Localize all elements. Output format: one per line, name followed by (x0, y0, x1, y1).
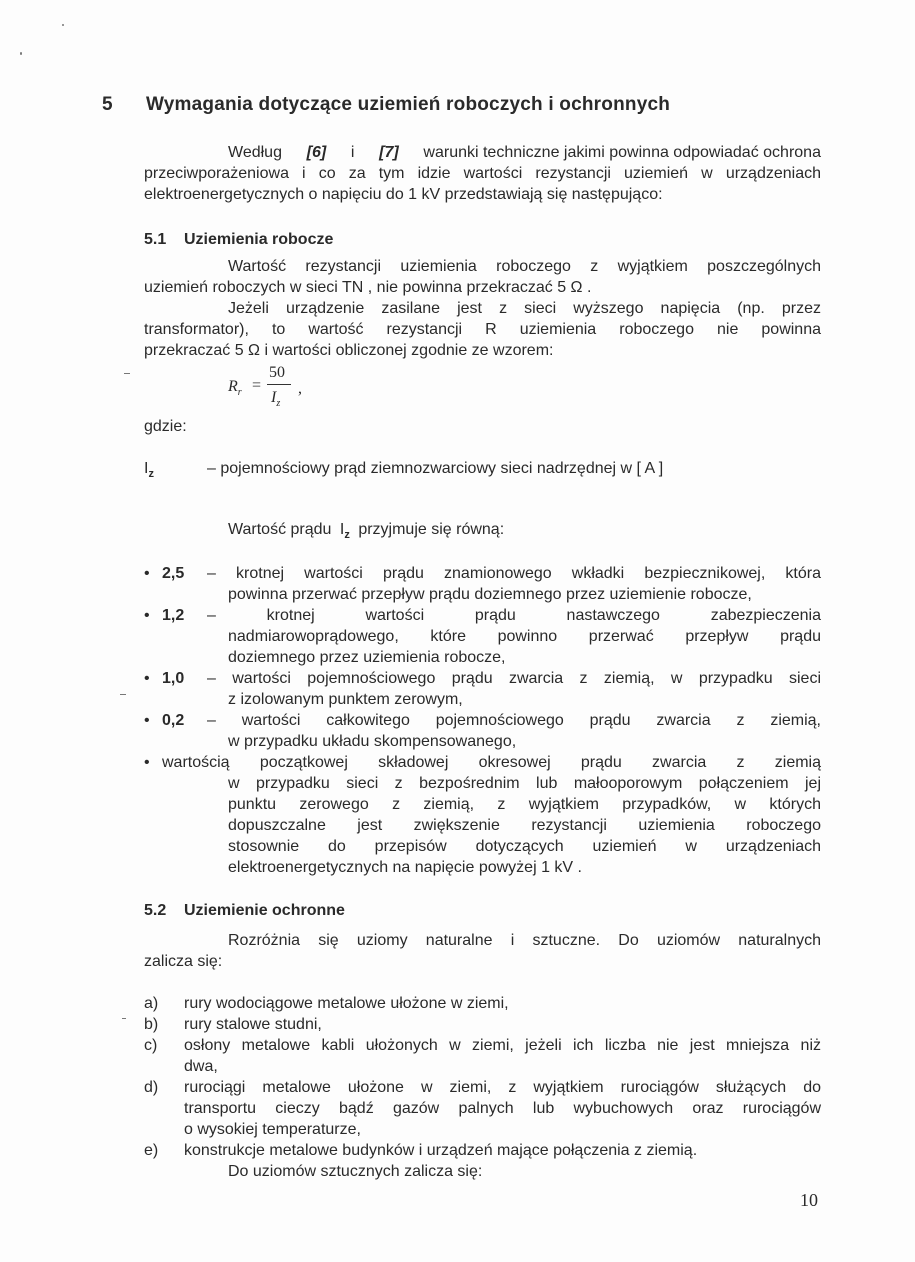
bullet-number: 2,5 (162, 565, 185, 582)
formula (228, 362, 318, 412)
bullet-line: elektroenergetycznych na napięcie powyżej 1 kV . (228, 859, 582, 876)
scan-speck (20, 52, 22, 55)
bullet-line: nadmiarowoprądowego, które powinno przerwać przepływ prądu (228, 628, 821, 645)
formula-numerator: 50 (269, 364, 285, 381)
paragraph-line: uziemień roboczych w sieci TN , nie powinna przekraczać 5 Ω . (144, 279, 592, 296)
scan-speck (62, 24, 64, 26)
fraction-bar (267, 384, 291, 385)
bullet-dot: • (144, 607, 150, 624)
bullet-line: wartością początkowej składowej okresowej prądu zwarcia z ziemią (162, 754, 821, 771)
bullet-number: 1,0 (162, 670, 185, 687)
paragraph-line: zalicza się: (144, 953, 223, 970)
intro-line-1: Według [6] i [7] warunki techniczne jakimi powinna odpowiadać ochrona (228, 144, 821, 161)
bullet-dot: • (144, 712, 150, 729)
list-line: rury wodociągowe metalowe ułożone w ziemi, (184, 995, 509, 1012)
intro-line-2: przeciwporażeniowa i co za tym idzie wartości rezystancji uziemień w urządzeniach (144, 165, 821, 182)
intro-line-3: elektroenergetycznych o napięciu do 1 kV przedstawiają się następująco: (144, 186, 663, 203)
subsection-number: 5.1 (144, 231, 167, 248)
list-line: osłony metalowe kabli ułożonych w ziemi, jeżeli ich liczba nie jest mniejsza niż (184, 1037, 821, 1054)
list-line: transportu cieczy bądź gazów palnych lub wybuchowych oraz rurociągów (184, 1100, 821, 1117)
bullet-line: dopuszczalne jest zwiększenie rezystancji uziemienia roboczego (228, 817, 821, 834)
subsection-title: Uziemienie ochronne (184, 902, 345, 919)
bullet-line: – wartości pojemnościowego prądu zwarcia z ziemią, w przypadku sieci (207, 670, 821, 687)
paragraph-line: Rozróżnia się uziomy naturalne i sztuczne. Do uziomów naturalnych (228, 932, 821, 949)
bullet-line: – wartości całkowitego pojemnościowego prądu zwarcia z ziemią, (207, 712, 821, 729)
paragraph-line: przekraczać 5 Ω i wartości obliczonej zgodnie ze wzorem: (144, 342, 554, 359)
formula-equals: = (252, 377, 262, 394)
bullet-number: 0,2 (162, 712, 185, 729)
bullet-line: stosownie do przepisów dotyczących uziemień w urządzeniach (228, 838, 821, 855)
paragraph-line: Wartość rezystancji uziemienia roboczego z wyjątkiem poszczególnych (228, 258, 821, 275)
section-title: Wymagania dotyczące uziemień roboczych i ochronnych (146, 94, 671, 115)
bullet-line: – krotnej wartości prądu nastawczego zabezpieczenia (207, 607, 821, 624)
formula-comma: , (298, 380, 302, 397)
scan-speck (120, 694, 126, 695)
bullet-line: doziemnego przez uziemienia robocze, (228, 649, 506, 666)
subsection-number: 5.2 (144, 902, 167, 919)
list-label: c) (144, 1037, 158, 1054)
list-label: d) (144, 1079, 159, 1096)
page-number: 10 (800, 1190, 818, 1210)
definition-text: – pojemnościowy prąd ziemnozwarciowy sieci nadrzędnej w [ A ] (207, 460, 664, 477)
subsection-title: Uziemienia robocze (184, 231, 334, 248)
reference-6: [6] (306, 144, 327, 161)
scan-speck (122, 1018, 126, 1019)
bullet-dot: • (144, 670, 150, 687)
bullet-number: 1,2 (162, 607, 185, 624)
bullet-line: z izolowanym punktem zerowym, (228, 691, 463, 708)
paragraph-line: transformator), to wartość rezystancji R uziemienia roboczego nie powinna (144, 321, 821, 338)
formula-lhs: $R_r$ (228, 378, 242, 399)
formula-denominator: $I_z$ (271, 389, 281, 410)
bullet-line: w przypadku sieci z bezpośrednim lub małooporowym połączeniem jej (228, 775, 821, 792)
paragraph-line: Jeżeli urządzenie zasilane jest z sieci wyższego napięcia (np. przez (228, 300, 821, 317)
list-line: rurociągi metalowe ułożone w ziemi, z wyjątkiem rurociągów służących do (184, 1079, 821, 1096)
list-line: dwa, (184, 1058, 218, 1075)
list-line: o wysokiej temperaturze, (184, 1121, 361, 1138)
bullet-dot: • (144, 754, 150, 771)
bullet-line: punktu zerowego z ziemią, z wyjątkiem przypadków, w których (228, 796, 821, 813)
bullet-line: – krotnej wartości prądu znamionowego wkładki bezpiecznikowej, która (207, 565, 821, 582)
gdzie-label: gdzie: (144, 418, 187, 435)
list-line: konstrukcje metalowe budynków i urządzeń mające połączenia z ziemią. (184, 1142, 698, 1159)
closing-line: Do uziomów sztucznych zalicza się: (228, 1163, 483, 1180)
bullet-line: powinna przerwać przepływ prądu doziemnego przez uziemienie robocze, (228, 586, 752, 603)
scan-speck (124, 373, 130, 374)
definition-symbol: $I_z$ (144, 460, 154, 481)
value-intro: Wartość prądu $I_z$ przyjmuje się równą: (228, 521, 505, 542)
list-label: e) (144, 1142, 159, 1159)
reference-7: [7] (379, 144, 399, 161)
bullet-line: w przypadku układu skompensowanego, (228, 733, 517, 750)
section-number: 5 (102, 94, 113, 115)
list-label: b) (144, 1016, 159, 1033)
bullet-dot: • (144, 565, 150, 582)
list-line: rury stalowe studni, (184, 1016, 322, 1033)
list-label: a) (144, 995, 159, 1012)
